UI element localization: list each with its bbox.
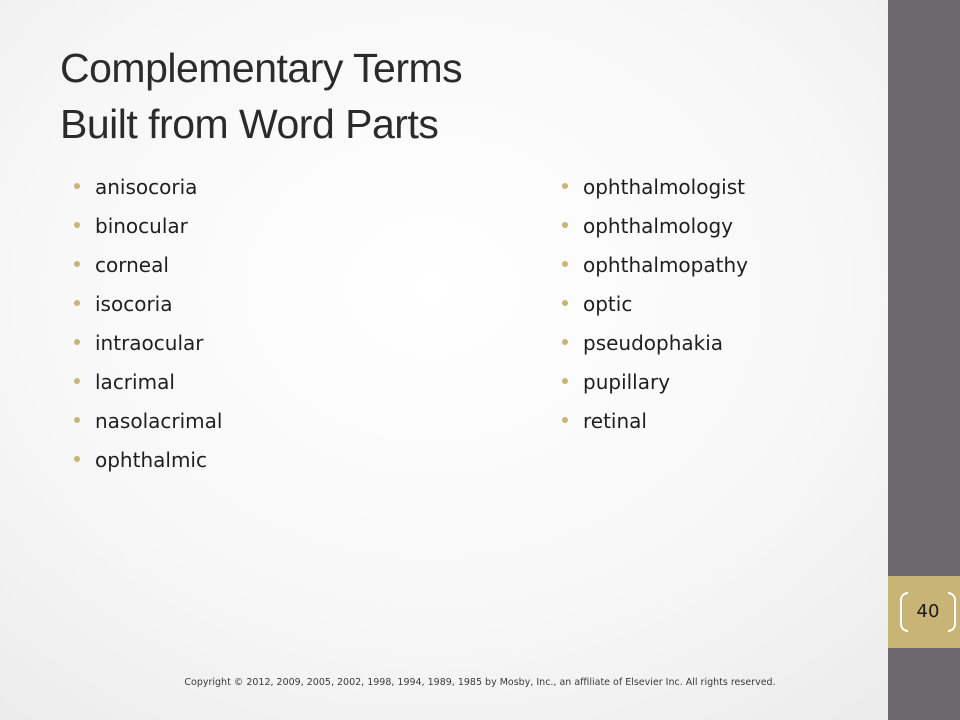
bullet-dot-icon [74,378,80,384]
list-item [70,170,470,209]
title-line-1: Complementary Terms [60,45,463,91]
term-text: pupillary [583,370,671,394]
list-item [558,248,878,287]
bullet-dot-icon [74,417,80,423]
bullet-dot-icon [562,222,568,228]
term-text: pseudophakia [583,331,724,355]
left-bracket-icon [900,592,908,632]
copyright-notice: Copyright © 2012, 2009, 2005, 2002, 1998, 1994, 1989, 1985 by Mosby, Inc., an affiliate of Elsevier Inc. All rights reserved. [184,677,776,688]
bullet-dot-icon [74,339,80,345]
term-text: lacrimal [95,370,175,394]
slide-title [60,40,860,152]
list-item [70,248,470,287]
bullet-dot-icon [562,378,568,384]
term-text: corneal [95,253,169,277]
list-item [70,209,470,248]
bullet-dot-icon [74,261,80,267]
bullet-dot-icon [562,183,568,189]
list-item [558,365,878,404]
bullet-dot-icon [562,300,568,306]
term-text: ophthalmopathy [583,253,748,277]
list-item [558,404,878,443]
list-item [70,443,470,482]
bullet-dot-icon [74,300,80,306]
term-text: nasolacrimal [95,409,223,433]
term-text: ophthalmology [583,214,733,238]
term-text: ophthalmic [95,448,207,472]
bullet-dot-icon [74,183,80,189]
right-term-list [558,170,878,443]
term-text: isocoria [95,292,173,316]
list-item [70,404,470,443]
term-text: intraocular [95,331,204,355]
list-item [558,326,878,365]
list-item [70,365,470,404]
title-line-2: Built from Word Parts [60,101,439,147]
list-item [70,326,470,365]
right-bracket-icon [948,592,956,632]
page-number: 40 [916,601,940,622]
bullet-dot-icon [74,222,80,228]
bullet-dot-icon [562,261,568,267]
term-text: anisocoria [95,175,198,199]
bullet-dot-icon [562,339,568,345]
list-item [558,287,878,326]
list-item [558,209,878,248]
list-item [70,287,470,326]
term-text: binocular [95,214,188,238]
list-item [558,170,878,209]
term-text: ophthalmologist [583,175,745,199]
term-text: optic [583,292,633,316]
bullet-dot-icon [74,456,80,462]
term-text: retinal [583,409,647,433]
bullet-dot-icon [562,417,568,423]
left-term-list [70,170,470,482]
